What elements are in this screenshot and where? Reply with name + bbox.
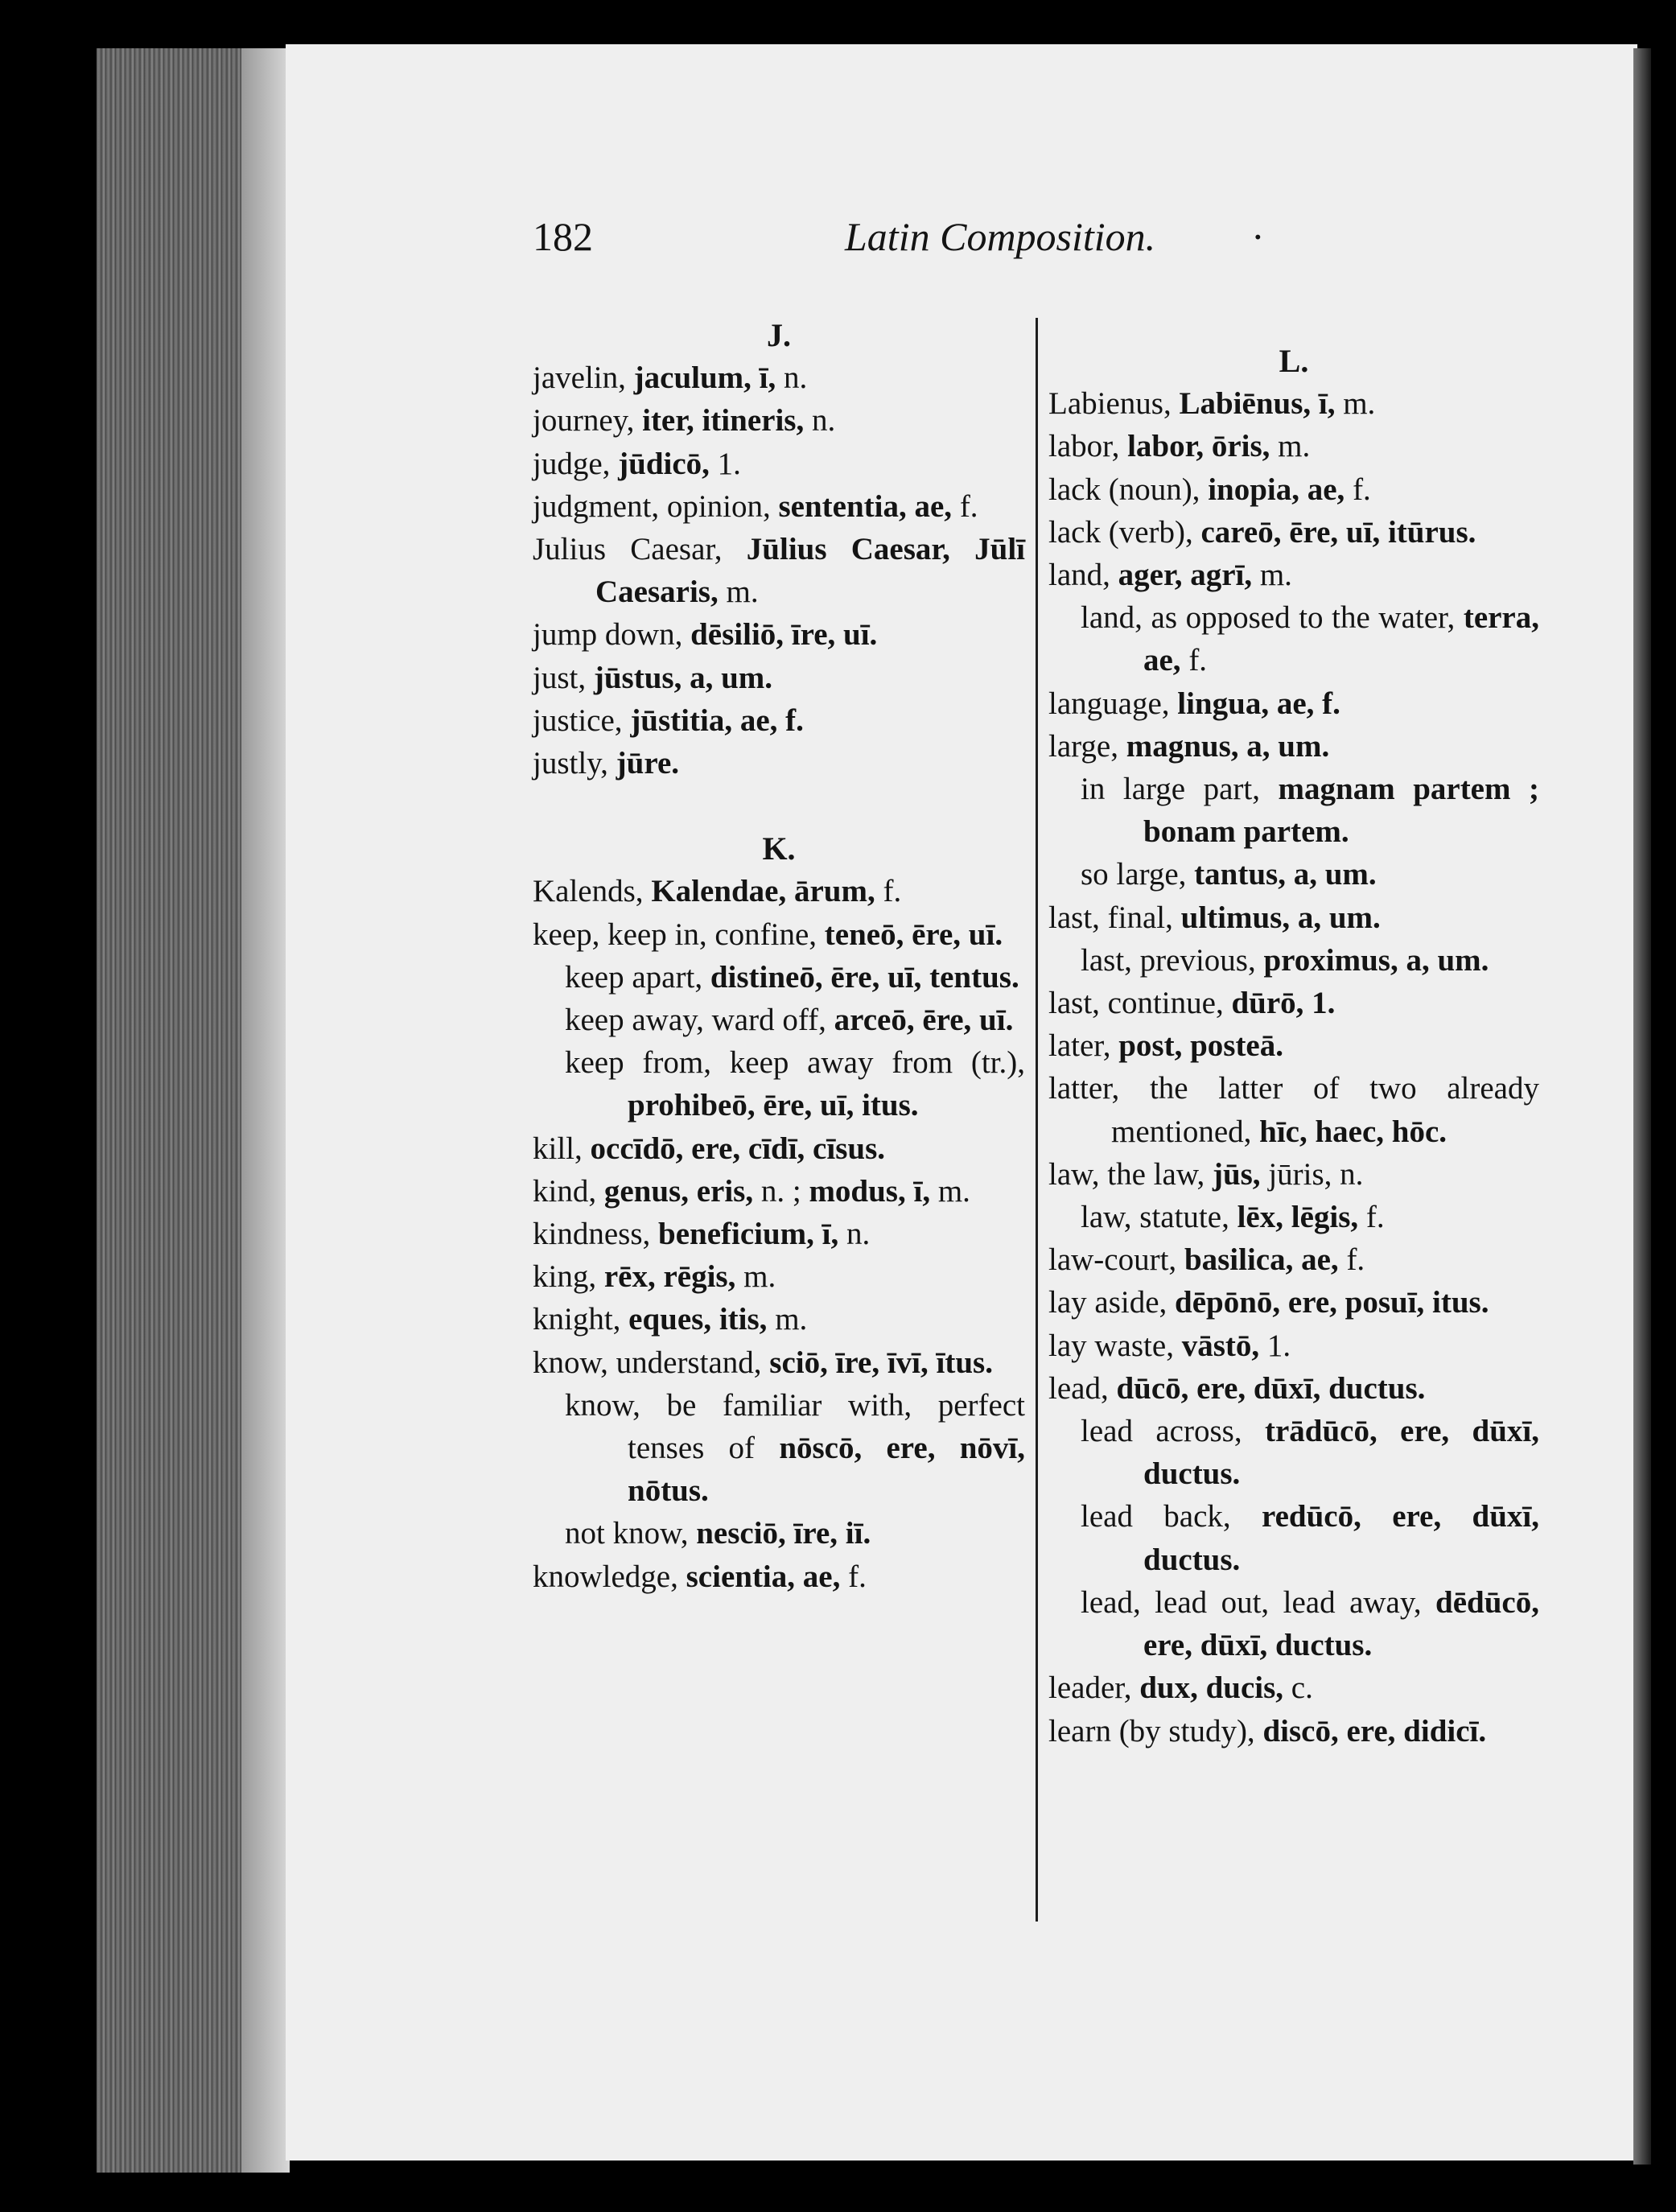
english-gloss: land, xyxy=(1048,558,1118,593)
english-gloss: know, understand, xyxy=(533,1345,770,1380)
english-gloss: n. xyxy=(783,360,808,396)
english-gloss: not know, xyxy=(565,1516,697,1551)
english-gloss: last, previous, xyxy=(1081,942,1264,978)
letter-heading: K. xyxy=(762,830,796,867)
dictionary-entry xyxy=(1048,1324,1539,1367)
dictionary-entry xyxy=(533,657,1025,699)
section-gap xyxy=(533,785,1025,827)
dictionary-entry xyxy=(1048,896,1539,939)
latin-term: vāstō, xyxy=(1181,1328,1267,1363)
latin-term: dūrō, 1. xyxy=(1231,986,1336,1021)
dictionary-entry xyxy=(533,399,1025,442)
left-column xyxy=(533,314,1025,1598)
latin-term: Labiēnus, ī, xyxy=(1179,386,1344,422)
dictionary-subentry xyxy=(533,956,1025,999)
latin-term: prohibeō, ēre, uī, itus. xyxy=(628,1088,919,1123)
dictionary-entry xyxy=(1048,382,1539,425)
dictionary-entry xyxy=(533,1255,1025,1298)
dictionary-entry xyxy=(1048,425,1539,468)
dictionary-entry xyxy=(533,1170,1025,1213)
english-gloss: kind, xyxy=(533,1173,604,1209)
english-gloss: journey, xyxy=(533,403,643,439)
dictionary-entry xyxy=(1048,511,1539,554)
dictionary-entry xyxy=(1048,1067,1539,1152)
latin-term: dēsiliō, īre, uī. xyxy=(690,617,878,653)
dictionary-entry xyxy=(533,443,1025,485)
dictionary-entry xyxy=(533,1555,1025,1598)
dictionary-entry xyxy=(1048,682,1539,725)
english-gloss: leader, xyxy=(1048,1670,1140,1706)
dictionary-subentry xyxy=(1048,596,1539,682)
dictionary-entry xyxy=(533,485,1025,528)
english-gloss: f. xyxy=(883,874,902,909)
latin-term: tantus, a, um. xyxy=(1194,857,1377,892)
english-gloss: latter, the latter of two already mentioned, xyxy=(1048,1071,1539,1149)
latin-term: occīdō, ere, cīdī, cīsus. xyxy=(590,1131,885,1166)
latin-term: lēx, lēgis, xyxy=(1237,1200,1366,1235)
english-gloss: labor, xyxy=(1048,429,1128,464)
dictionary-entry xyxy=(1048,468,1539,511)
english-gloss: Julius Caesar, xyxy=(533,532,747,567)
latin-term: iter, itineris, xyxy=(642,403,812,439)
spine-shadow xyxy=(241,48,290,2173)
english-gloss: just, xyxy=(533,660,594,695)
latin-term: terra, ae, xyxy=(1143,600,1539,678)
english-gloss: judge, xyxy=(533,446,619,481)
latin-term: jaculum, ī, xyxy=(633,360,784,396)
latin-term: modus, ī, xyxy=(809,1173,938,1209)
latin-term: genus, eris, xyxy=(603,1173,761,1209)
letter-heading: J. xyxy=(767,317,791,353)
english-gloss: jūris, n. xyxy=(1268,1156,1364,1192)
english-gloss: law, statute, xyxy=(1081,1200,1237,1235)
english-gloss: f. xyxy=(1346,1242,1365,1278)
latin-term: sciō, īre, īvī, ītus. xyxy=(769,1345,993,1380)
english-gloss: m. xyxy=(937,1173,970,1209)
dictionary-entry xyxy=(1048,725,1539,768)
page-header xyxy=(0,213,1676,270)
letter-heading: L. xyxy=(1279,343,1309,379)
dictionary-entry xyxy=(1048,1367,1539,1410)
dictionary-entry xyxy=(533,699,1025,742)
english-gloss: king, xyxy=(533,1259,604,1295)
english-gloss: large, xyxy=(1048,728,1126,764)
latin-term: nesciō, īre, iī. xyxy=(696,1516,871,1551)
dictionary-subentry xyxy=(533,1041,1025,1127)
dictionary-entry xyxy=(533,913,1025,956)
english-gloss: f. xyxy=(959,488,978,524)
latin-term: labor, ōris, xyxy=(1127,429,1279,464)
latin-term: trādūcō, ere, dūxī, ductus. xyxy=(1143,1414,1539,1492)
english-gloss: keep away, ward off, xyxy=(565,1003,834,1038)
english-gloss: judgment, opinion, xyxy=(533,488,779,524)
english-gloss: Labienus, xyxy=(1048,386,1180,422)
english-gloss: justly, xyxy=(533,746,616,781)
latin-term: jūs, xyxy=(1212,1156,1269,1192)
latin-term: magnus, a, um. xyxy=(1126,728,1330,764)
english-gloss: keep from, keep away from (tr.), xyxy=(565,1045,1025,1081)
english-gloss: m. xyxy=(1259,558,1292,593)
english-gloss: law-court, xyxy=(1048,1242,1184,1278)
latin-term: Kalendae, ārum, xyxy=(651,874,883,909)
english-gloss: so large, xyxy=(1081,857,1195,892)
header-dot: · xyxy=(1251,214,1265,259)
english-gloss: f. xyxy=(848,1559,867,1594)
dictionary-subentry xyxy=(1048,853,1539,896)
dictionary-subentry xyxy=(1048,1410,1539,1495)
english-gloss: m. xyxy=(743,1259,776,1295)
english-gloss: n. xyxy=(846,1217,871,1252)
dictionary-entry xyxy=(1048,1238,1539,1281)
english-gloss: f. xyxy=(1365,1200,1385,1235)
english-gloss: lay waste, xyxy=(1048,1328,1182,1363)
latin-term: magnam partem ; bonam partem. xyxy=(1143,772,1539,850)
latin-term: lingua, ae, f. xyxy=(1177,686,1340,721)
english-gloss: knowledge, xyxy=(533,1559,686,1594)
latin-term: scientia, ae, xyxy=(686,1559,849,1594)
dictionary-entry xyxy=(1048,1024,1539,1067)
english-gloss: m. xyxy=(726,575,759,610)
english-gloss: lack (verb), xyxy=(1048,514,1201,550)
latin-term: post, posteā. xyxy=(1118,1028,1283,1064)
latin-term: Jūlius Caesar, Jūlī Caesaris, xyxy=(595,532,1025,610)
latin-term: sententia, ae, xyxy=(778,488,960,524)
dictionary-subentry xyxy=(1048,1495,1539,1580)
latin-term: dēpōnō, ere, posuī, itus. xyxy=(1175,1285,1489,1320)
dictionary-entry xyxy=(533,1341,1025,1384)
english-gloss: justice, xyxy=(533,702,631,738)
latin-term: arceō, ēre, uī. xyxy=(834,1003,1014,1038)
dictionary-entry xyxy=(533,528,1025,613)
english-gloss: lead back, xyxy=(1081,1499,1262,1534)
latin-term: jūre. xyxy=(616,746,679,781)
english-gloss: m. xyxy=(775,1302,808,1337)
english-gloss: language, xyxy=(1048,686,1178,721)
dictionary-subentry xyxy=(1048,939,1539,982)
dictionary-entry xyxy=(1048,554,1539,596)
latin-term: jūdicō, xyxy=(618,446,718,481)
latin-term: hīc, haec, hōc. xyxy=(1259,1114,1447,1149)
dictionary-entry xyxy=(533,1298,1025,1341)
english-gloss: lead, xyxy=(1048,1370,1117,1406)
english-gloss: in large part, xyxy=(1081,772,1279,807)
english-gloss: f. xyxy=(1188,643,1208,678)
dictionary-entry xyxy=(533,356,1025,399)
dictionary-entry xyxy=(1048,1153,1539,1196)
english-gloss: javelin, xyxy=(533,360,634,396)
dictionary-entry xyxy=(1048,982,1539,1024)
dictionary-subentry xyxy=(533,1512,1025,1555)
dictionary-subentry xyxy=(1048,1196,1539,1238)
latin-term: discō, ere, didicī. xyxy=(1262,1713,1487,1749)
dictionary-entry xyxy=(1048,1666,1539,1709)
english-gloss: keep apart, xyxy=(565,959,710,995)
latin-term: careō, ēre, uī, itūrus. xyxy=(1200,514,1476,550)
column-rule xyxy=(1036,318,1038,1922)
english-gloss: lead across, xyxy=(1081,1414,1265,1449)
dictionary-subentry xyxy=(1048,1581,1539,1666)
english-gloss: later, xyxy=(1048,1028,1119,1064)
page-number: 182 xyxy=(533,214,593,259)
running-title: Latin Composition. xyxy=(845,214,1156,259)
latin-term: proximus, a, um. xyxy=(1263,942,1489,978)
english-gloss: f. xyxy=(1353,472,1371,507)
english-gloss: kindness, xyxy=(533,1217,658,1252)
english-gloss: Kalends, xyxy=(533,874,652,909)
dictionary-entry xyxy=(533,613,1025,656)
english-gloss: know, be familiar with, perfect tenses of xyxy=(565,1387,1025,1466)
english-gloss: lack (noun), xyxy=(1048,472,1209,507)
latin-term: dēdūcō, ere, dūxī, ductus. xyxy=(1143,1584,1539,1663)
latin-term: basilica, ae, xyxy=(1184,1242,1347,1278)
english-gloss: land, as opposed to the water, xyxy=(1081,600,1464,636)
english-gloss: jump down, xyxy=(533,617,691,653)
english-gloss: learn (by study), xyxy=(1048,1713,1263,1749)
latin-term: jūstus, a, um. xyxy=(593,660,772,695)
dictionary-entry xyxy=(533,742,1025,785)
latin-term: rēx, rēgis, xyxy=(603,1259,744,1295)
latin-term: distineō, ēre, uī, tentus. xyxy=(710,959,1019,995)
english-gloss: m. xyxy=(1278,429,1311,464)
dictionary-subentry xyxy=(1048,768,1539,853)
english-gloss: keep, keep in, confine, xyxy=(533,917,825,952)
dictionary-subentry xyxy=(533,1384,1025,1513)
latin-term: dūcō, ere, dūxī, ductus. xyxy=(1116,1370,1426,1406)
dictionary-subentry xyxy=(533,999,1025,1041)
latin-term: beneficium, ī, xyxy=(658,1217,846,1252)
english-gloss: kill, xyxy=(533,1131,591,1166)
english-gloss: last, final, xyxy=(1048,900,1181,935)
page-edge xyxy=(1633,48,1651,2165)
dictionary-entry xyxy=(533,870,1025,912)
latin-term: ager, agrī, xyxy=(1118,558,1260,593)
english-gloss: n. xyxy=(811,403,836,439)
latin-term: teneō, ēre, uī. xyxy=(824,917,1003,952)
latin-term: eques, itis, xyxy=(628,1302,776,1337)
english-gloss: c. xyxy=(1291,1670,1313,1706)
dictionary-entry xyxy=(1048,1710,1539,1753)
dictionary-entry xyxy=(533,1213,1025,1255)
english-gloss: n. ; xyxy=(760,1173,809,1209)
latin-term: nōscō, ere, nōvī, nōtus. xyxy=(628,1431,1025,1509)
english-gloss: lead, lead out, lead away, xyxy=(1081,1584,1436,1620)
english-gloss: 1. xyxy=(717,446,741,481)
english-gloss: m. xyxy=(1343,386,1376,422)
dictionary-entry xyxy=(1048,1281,1539,1324)
latin-term: jūstitia, ae, f. xyxy=(630,702,804,738)
english-gloss: last, continue, xyxy=(1048,986,1232,1021)
english-gloss: lay aside, xyxy=(1048,1285,1176,1320)
latin-term: redūcō, ere, dūxī, ductus. xyxy=(1143,1499,1539,1577)
english-gloss: 1. xyxy=(1266,1328,1291,1363)
dictionary-entry xyxy=(533,1127,1025,1170)
latin-term: inopia, ae, xyxy=(1208,472,1353,507)
latin-term: ultimus, a, um. xyxy=(1180,900,1381,935)
english-gloss: law, the law, xyxy=(1048,1156,1213,1192)
right-column xyxy=(1048,340,1539,1753)
latin-term: dux, ducis, xyxy=(1139,1670,1291,1706)
english-gloss: knight, xyxy=(533,1302,629,1337)
